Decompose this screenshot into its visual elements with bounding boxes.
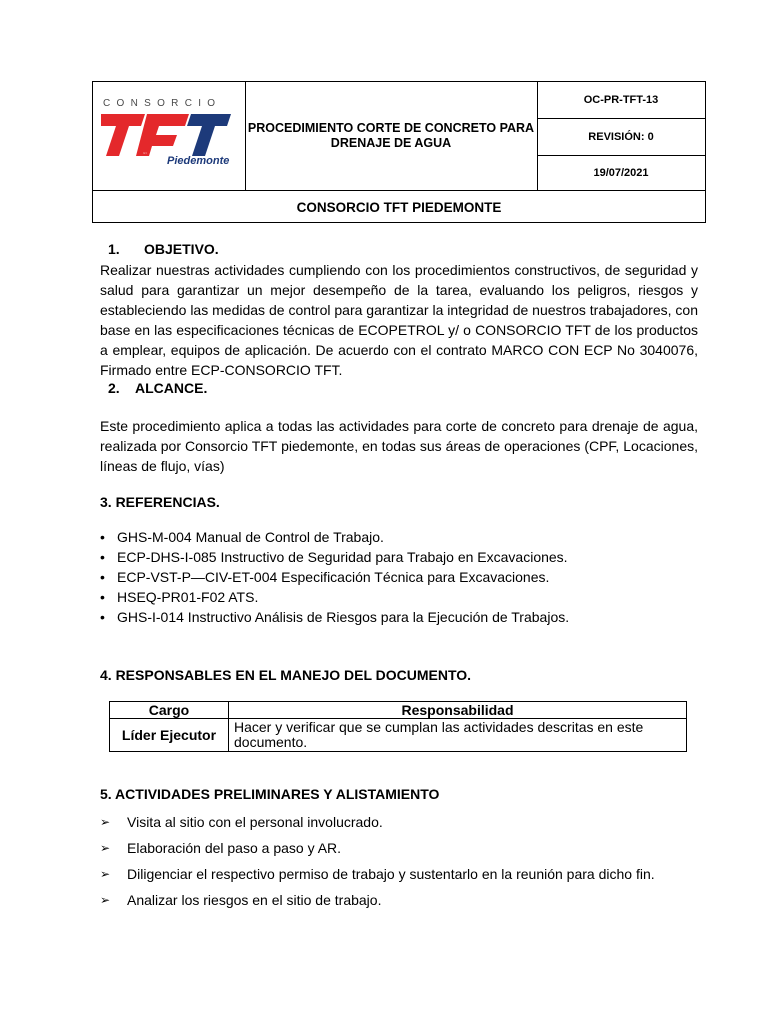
section-2-text: Este procedimiento aplica a todas las actividades para corte de concreto para drenaje de agua, realizada por Consorcio TFT piedemonte, en todas sus áreas de operaciones (CPF, Locaciones, líneas de flujo, vías) bbox=[100, 418, 698, 474]
tft-logo-text: TFT bbox=[143, 153, 147, 155]
table-header-row bbox=[110, 702, 687, 719]
document-code: OC-PR-TFT-13 bbox=[537, 82, 705, 119]
bullet-icon: • bbox=[100, 569, 105, 585]
list-item: • GHS-M-004 Manual de Control de Trabajo. bbox=[100, 529, 384, 545]
list-item: • ECP-VST-P—CIV-ET-004 Especificación Técnica para Excavaciones. bbox=[100, 569, 550, 585]
section-5-title: 5. ACTIVIDADES PRELIMINARES Y ALISTAMIENTO bbox=[100, 786, 440, 802]
document-header bbox=[92, 81, 706, 223]
cell-responsabilidad: Hacer y verificar que se cumplan las actividades descritas en este documento. bbox=[229, 719, 687, 752]
logo-top-text: CONSORCIO bbox=[103, 98, 222, 109]
document-title: PROCEDIMIENTO CORTE DE CONCRETO PARA DRENAJE DE AGUA bbox=[245, 82, 538, 190]
list-item: ➢ Analizar los riesgos en el sitio de trabajo. bbox=[100, 892, 382, 908]
section-2-title: ALCANCE. bbox=[135, 380, 208, 396]
list-item: ➢ Diligenciar el respectivo permiso de trabajo y sustentarlo en la reunión para dicho fin. bbox=[100, 866, 655, 882]
arrow-bullet-icon: ➢ bbox=[100, 893, 111, 907]
table-row bbox=[110, 719, 687, 752]
responsibilities-table bbox=[109, 701, 687, 752]
references-list bbox=[100, 529, 569, 629]
list-item: ➢ Elaboración del paso a paso y AR. bbox=[100, 840, 342, 856]
list-item: • HSEQ-PR01-F02 ATS. bbox=[100, 589, 259, 605]
cell-cargo: Líder Ejecutor bbox=[110, 719, 229, 752]
company-name: CONSORCIO TFT PIEDEMONTE bbox=[93, 190, 705, 223]
column-header-cargo: Cargo bbox=[110, 702, 229, 719]
document-revision: REVISIÓN: 0 bbox=[537, 119, 705, 156]
tft-logo-mark-icon bbox=[101, 110, 231, 158]
bullet-icon: • bbox=[100, 549, 105, 565]
logo-sub-text: Piedemonte bbox=[167, 155, 230, 167]
list-item: ➢ Visita al sitio con el personal involucrado. bbox=[100, 814, 383, 830]
section-1-number: 1. bbox=[108, 241, 120, 257]
section-4-title: 4. RESPONSABLES EN EL MANEJO DEL DOCUMENTO. bbox=[100, 667, 472, 683]
section-1-title: OBJETIVO. bbox=[144, 241, 219, 257]
document-date: 19/07/2021 bbox=[593, 167, 649, 179]
section-1-text: Realizar nuestras actividades cumpliendo con los procedimientos constructivos, de seguridad y salud para garantizar un mejor desempeño de la tarea, evaluando los peligros, riesgos y estableciendo las medidas de control para garantizar la integridad de nuestros trabajadores, con base en las especificaciones técnicas de ECOPETROL y/ o CONSORCIO TFT de los productos a emplear, equipos de aplicación. De acuerdo con el contrato MARCO CON ECP No 3040076, Firmado entre ECP-CONSORCIO TFT. bbox=[100, 262, 698, 378]
activities-list bbox=[100, 812, 655, 916]
column-header-responsabilidad: Responsabilidad bbox=[229, 702, 687, 719]
arrow-bullet-icon: ➢ bbox=[100, 841, 111, 855]
bullet-icon: • bbox=[100, 529, 105, 545]
section-3-title: 3. REFERENCIAS. bbox=[100, 494, 220, 510]
list-item: • GHS-I-014 Instructivo Análisis de Riesgos para la Ejecución de Trabajos. bbox=[100, 609, 570, 625]
section-2-number: 2. bbox=[108, 380, 120, 396]
bullet-icon: • bbox=[100, 589, 105, 605]
list-item: • ECP-DHS-I-085 Instructivo de Seguridad para Trabajo en Excavaciones. bbox=[100, 549, 568, 565]
arrow-bullet-icon: ➢ bbox=[100, 867, 111, 881]
arrow-bullet-icon: ➢ bbox=[100, 815, 111, 829]
logo bbox=[93, 82, 246, 190]
bullet-icon: • bbox=[100, 609, 105, 625]
